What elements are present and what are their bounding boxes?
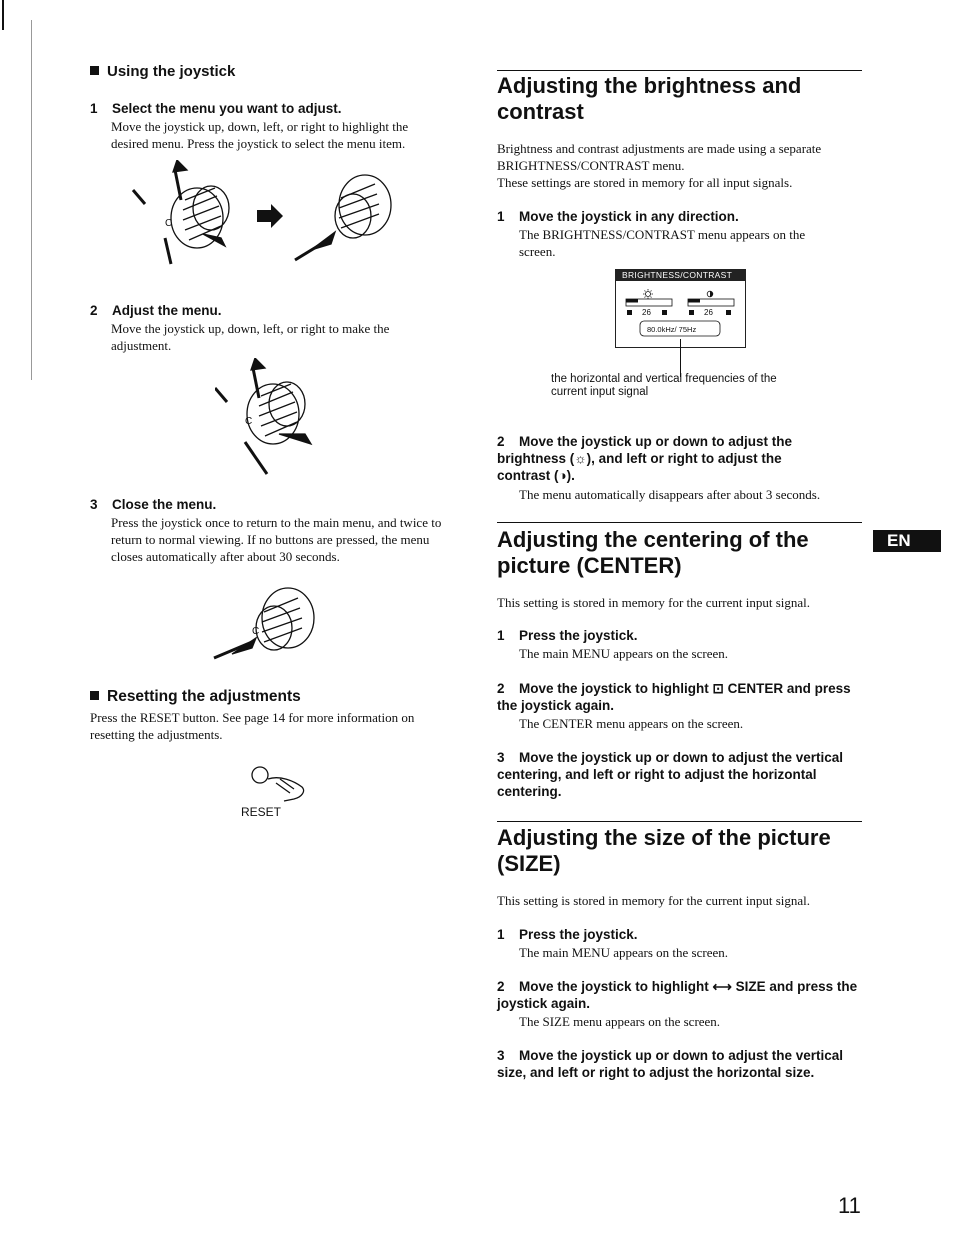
- brightness-step1-heading: 1 Move the joystick in any direction.: [497, 209, 739, 224]
- left-step1-text: Move the joystick up, down, left, or right to highlight the desired menu. Press the joystick to select the menu item.: [111, 119, 409, 151]
- joystick-close-illustration: [212, 582, 327, 660]
- joystick-adjust-illustration: [215, 358, 325, 480]
- size-step3-heading: 3 Move the joystick up or down to adjust the vertical size, and left or right to adjust the horizontal size.: [497, 1048, 844, 1080]
- margin-mark: [2, 0, 4, 30]
- center-step1-heading: 1 Press the joystick.: [497, 628, 638, 643]
- margin-mark: [31, 20, 32, 380]
- joystick-icon: [133, 160, 229, 264]
- left-step3-text: Press the joystick once to return to the main menu, and twice to return to normal viewing. If no buttons are pressed, the menu closes automatically after about 30 seconds.: [111, 515, 442, 564]
- center-title: Adjusting the centering of the picture (CENTER): [497, 527, 809, 578]
- using-joystick-heading: Using the joystick: [90, 63, 235, 80]
- brightness-bar-fill: [626, 299, 638, 303]
- contrast-bar-fill: [688, 299, 700, 303]
- brightness-title: Adjusting the brightness and contrast: [497, 73, 802, 124]
- svg-text:C: C: [245, 416, 253, 427]
- bullet-icon: [90, 66, 99, 75]
- reset-label: RESET: [241, 805, 282, 819]
- svg-text:C: C: [165, 218, 173, 229]
- center-intro: This setting is stored in memory for the current input signal.: [497, 595, 811, 610]
- center-step2-text: The CENTER menu appears on the screen.: [519, 716, 744, 731]
- left-step2-heading: 2 Adjust the menu.: [90, 303, 222, 318]
- size-intro: This setting is stored in memory for the current input signal.: [497, 893, 811, 908]
- size-step2-heading: 2 Move the joystick to highlight ⟷ SIZE and press the joystick again.: [497, 979, 858, 1011]
- left-step2-text: Move the joystick up, down, left, or right to make the adjustment.: [111, 321, 390, 353]
- callout-line: [680, 339, 681, 377]
- language-tab: EN: [873, 530, 941, 552]
- brightness-step2-text: The menu automatically disappears after about 3 seconds.: [519, 487, 821, 502]
- resetting-text: Press the RESET button. See page 14 for more information on resetting the adjustments.: [90, 710, 415, 742]
- sun-icon: [643, 289, 653, 299]
- section-rule: [497, 70, 862, 71]
- size-step1-text: The main MENU appears on the screen.: [519, 945, 729, 960]
- brightness-intro: Brightness and contrast adjustments are made using a separate BRIGHTNESS/CONTRAST menu. These settings are stored in memory for all input signals.: [497, 141, 822, 190]
- size-step2-text: The SIZE menu appears on the screen.: [519, 1014, 721, 1029]
- freq-readout: 80.0kHz/ 75Hz: [647, 325, 697, 334]
- plus-box: [662, 310, 667, 315]
- left-step1-heading: 1 Select the menu you want to adjust.: [90, 101, 342, 116]
- osd-header: BRIGHTNESS/CONTRAST: [616, 270, 745, 281]
- arrow-right-icon: [257, 204, 283, 228]
- section-rule: [497, 522, 862, 523]
- joystick-move-illustration: [125, 160, 415, 275]
- center-step1-text: The main MENU appears on the screen.: [519, 646, 729, 661]
- brightness-contrast-osd: [615, 269, 746, 348]
- bullet-icon: [90, 691, 99, 700]
- minus-box: [689, 310, 694, 315]
- size-title: Adjusting the size of the picture (SIZE): [497, 825, 831, 876]
- plus-box: [726, 310, 731, 315]
- center-step2-heading: 2 Move the joystick to highlight ⊡ CENTER and press the joystick again.: [497, 681, 851, 713]
- reset-button-illustration: [250, 765, 315, 805]
- joystick-press-icon: [295, 175, 391, 260]
- contrast-value: 26: [704, 308, 713, 317]
- brightness-step2-heading: 2 Move the joystick up or down to adjust the brightness (☼), and left or right to adjust the contrast (◑).: [497, 434, 793, 483]
- size-step1-heading: 1 Press the joystick.: [497, 927, 638, 942]
- osd-controls: [616, 281, 743, 345]
- minus-box: [627, 310, 632, 315]
- section-rule: [497, 821, 862, 822]
- page-number: 11: [838, 1193, 861, 1218]
- resetting-heading: Resetting the adjustments: [90, 688, 301, 706]
- center-step3-heading: 3 Move the joystick up or down to adjust the vertical centering, and left or right to adjust the horizontal centering.: [497, 750, 844, 799]
- left-step3-heading: 3 Close the menu.: [90, 497, 217, 512]
- frequency-callout: the horizontal and vertical frequencies of the current input signal: [551, 373, 777, 398]
- contrast-icon: [707, 291, 713, 297]
- brightness-value: 26: [642, 308, 651, 317]
- svg-text:C: C: [252, 626, 260, 637]
- brightness-step1-text: The BRIGHTNESS/CONTRAST menu appears on the screen.: [519, 227, 806, 259]
